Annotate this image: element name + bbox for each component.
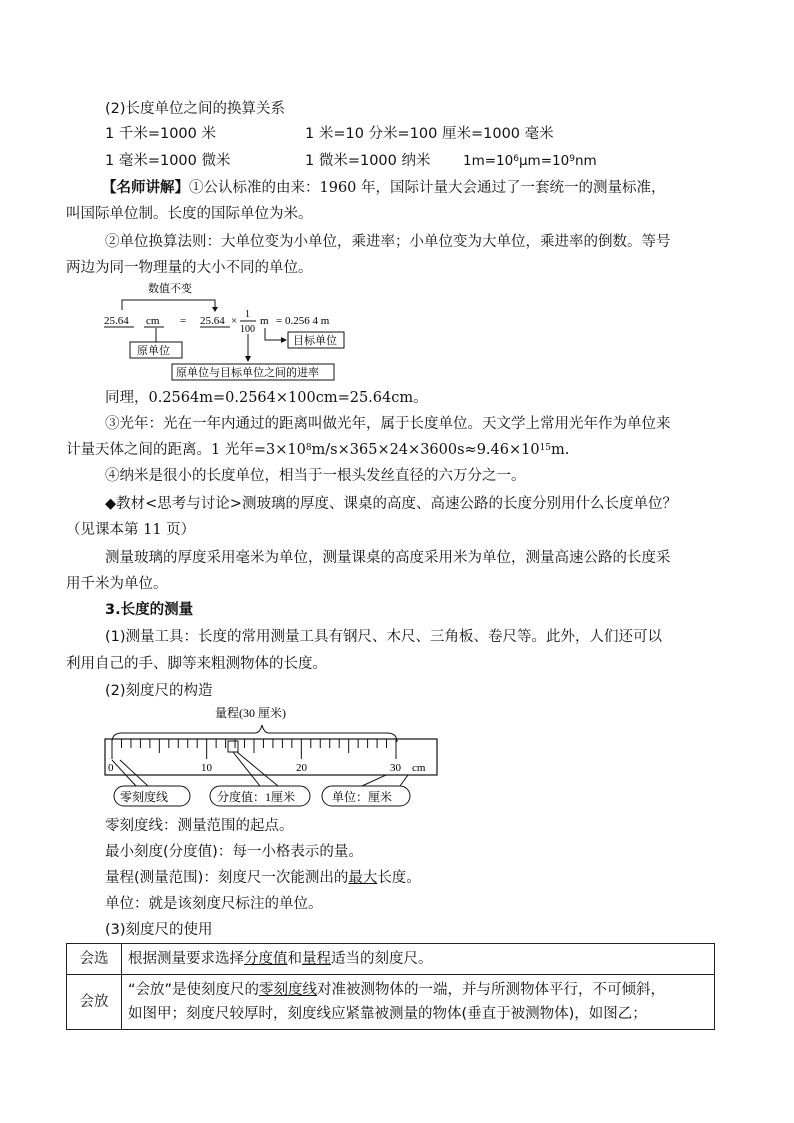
ruler-tick-10: 10 bbox=[201, 762, 212, 774]
diagram-value-2: 25.64 bbox=[200, 315, 225, 327]
row-content-place: “会放”是使刻度尺的零刻度线对准被测物体的一端，并与所测物体平行，不可倾斜， 如图甲；刻度尺较厚时，刻度线应紧靠被测量的物体(垂直于被测物体)，如图乙； bbox=[122, 975, 715, 1030]
answer-line2: 用千米为单位。 bbox=[66, 576, 168, 592]
diagram-unit-cm: cm bbox=[146, 315, 160, 327]
ruler-tick-30: 30 bbox=[390, 762, 401, 774]
ruler-usage-table bbox=[66, 943, 715, 1030]
light-year-line2: 计量天体之间的距离。1 光年$=3\times 10^8m/s\times 365\times 24\times 3600s\approx 9.46\times 10^{15}m$. bbox=[66, 442, 570, 458]
def-zero-line: 零刻度线：测量范围的起点。 bbox=[105, 818, 294, 834]
nanometer-line: ④纳米是很小的长度单位，相当于一根头发丝直径的六万分之一。 bbox=[105, 468, 526, 484]
diagram-times: × bbox=[231, 315, 238, 327]
ruler-usage-title: (3)刻度尺的使用 bbox=[105, 922, 213, 938]
row-head-choose: 会选 bbox=[67, 944, 122, 975]
table-row bbox=[67, 975, 715, 1030]
unit-label: 单位：厘米 bbox=[332, 790, 393, 804]
conversion-um-nm: 1 微米=1000 纳米 bbox=[305, 153, 431, 169]
def-unit: 单位：就是该刻度尺标注的单位。 bbox=[105, 896, 323, 912]
textbook-question-line2: （见课本第 11 页） bbox=[66, 522, 196, 538]
table-row bbox=[67, 944, 715, 975]
unit-conversion-diagram bbox=[100, 280, 360, 385]
zero-line-label: 零刻度线 bbox=[120, 790, 169, 804]
ruler-structure-title: (2)刻度尺的构造 bbox=[105, 683, 213, 699]
division-label: 分度值：1厘米 bbox=[217, 790, 296, 804]
conversion-m-um-nm: $1m=10^6\mu m=10^9nm$ bbox=[463, 153, 597, 169]
diagram-top-label: 数值不变 bbox=[148, 283, 192, 295]
conversion-mm-um: 1 毫米=1000 微米 bbox=[105, 153, 231, 169]
row-content-choose: 根据测量要求选择分度值和量程适当的刻度尺。 bbox=[122, 944, 715, 975]
diagram-value: 25.64 bbox=[104, 315, 129, 327]
section-2-title: (2)长度单位之间的换算关系 bbox=[105, 101, 286, 117]
diagram-unit-m: m bbox=[260, 315, 269, 327]
ruler-diagram bbox=[100, 700, 445, 810]
ruler-unit: cm bbox=[412, 762, 426, 774]
explain-p2-line1: ②单位换算法则：大单位变为小单位，乘进率；小单位变为大单位，乘进率的倒数。等号 bbox=[105, 234, 671, 250]
answer-line1: 测量玻璃的厚度采用毫米为单位，测量课桌的高度采用米为单位，测量高速公路的长度采 bbox=[105, 550, 671, 566]
division-marker bbox=[228, 741, 238, 752]
ruler-tick-0: 0 bbox=[108, 762, 114, 774]
diagram-frac-num: 1 bbox=[245, 309, 250, 320]
diagram-rate-label: 原单位与目标单位之间的进率 bbox=[176, 367, 319, 379]
diagram-target-unit: 目标单位 bbox=[293, 335, 337, 347]
explain-label: 【名师讲解】 bbox=[102, 179, 189, 196]
row-head-place: 会放 bbox=[67, 975, 122, 1030]
ruler-range-label: 量程(30 厘米) bbox=[215, 706, 286, 720]
ruler-tick-20: 20 bbox=[296, 762, 307, 774]
def-range: 量程(测量范围)：刻度尺一次能测出的最大长度。 bbox=[105, 870, 421, 886]
tools-line1: (1)测量工具：长度的常用测量工具有钢尺、木尺、三角板、卷尺等。此外，人们还可以 bbox=[105, 629, 663, 645]
ruler-body bbox=[105, 739, 437, 775]
explain-p1-line2: 叫国际单位制。长度的国际单位为米。 bbox=[66, 206, 313, 222]
diagram-result: = 0.256 4 m bbox=[276, 315, 330, 327]
light-year-line1: ③光年：光在一年内通过的距离叫做光年，属于长度单位。天文学上常用光年作为单位来 bbox=[105, 416, 671, 432]
diagram-original-unit: 原单位 bbox=[137, 345, 170, 357]
diagram-equals: = bbox=[180, 315, 187, 327]
textbook-question-line1: ◆教材<思考与讨论>测玻璃的厚度、课桌的高度、高速公路的长度分别用什么长度单位？ bbox=[105, 496, 677, 512]
explain-p1-line1: 【名师讲解】①公认标准的由来：1960 年，国际计量大会通过了一套统一的测量标准， bbox=[102, 179, 666, 196]
explain-p2-line2: 两边为同一物理量的大小不同的单位。 bbox=[66, 260, 313, 276]
def-min-division: 最小刻度(分度值)：每一小格表示的量。 bbox=[105, 844, 363, 860]
conversion-km-m: 1 千米=1000 米 bbox=[105, 126, 216, 142]
ruler-ticks bbox=[112, 739, 396, 759]
section-3-heading: 3.长度的测量 bbox=[105, 602, 194, 618]
conversion-m-mm: 1 米=10 分米=100 厘米=1000 毫米 bbox=[305, 126, 554, 142]
tools-line2: 利用自己的手、脚等来粗测物体的长度。 bbox=[66, 656, 327, 672]
same-reason-line: 同理，0.2564m=0.2564×100cm=25.64cm。 bbox=[105, 390, 428, 406]
diagram-frac-den: 100 bbox=[240, 324, 255, 335]
